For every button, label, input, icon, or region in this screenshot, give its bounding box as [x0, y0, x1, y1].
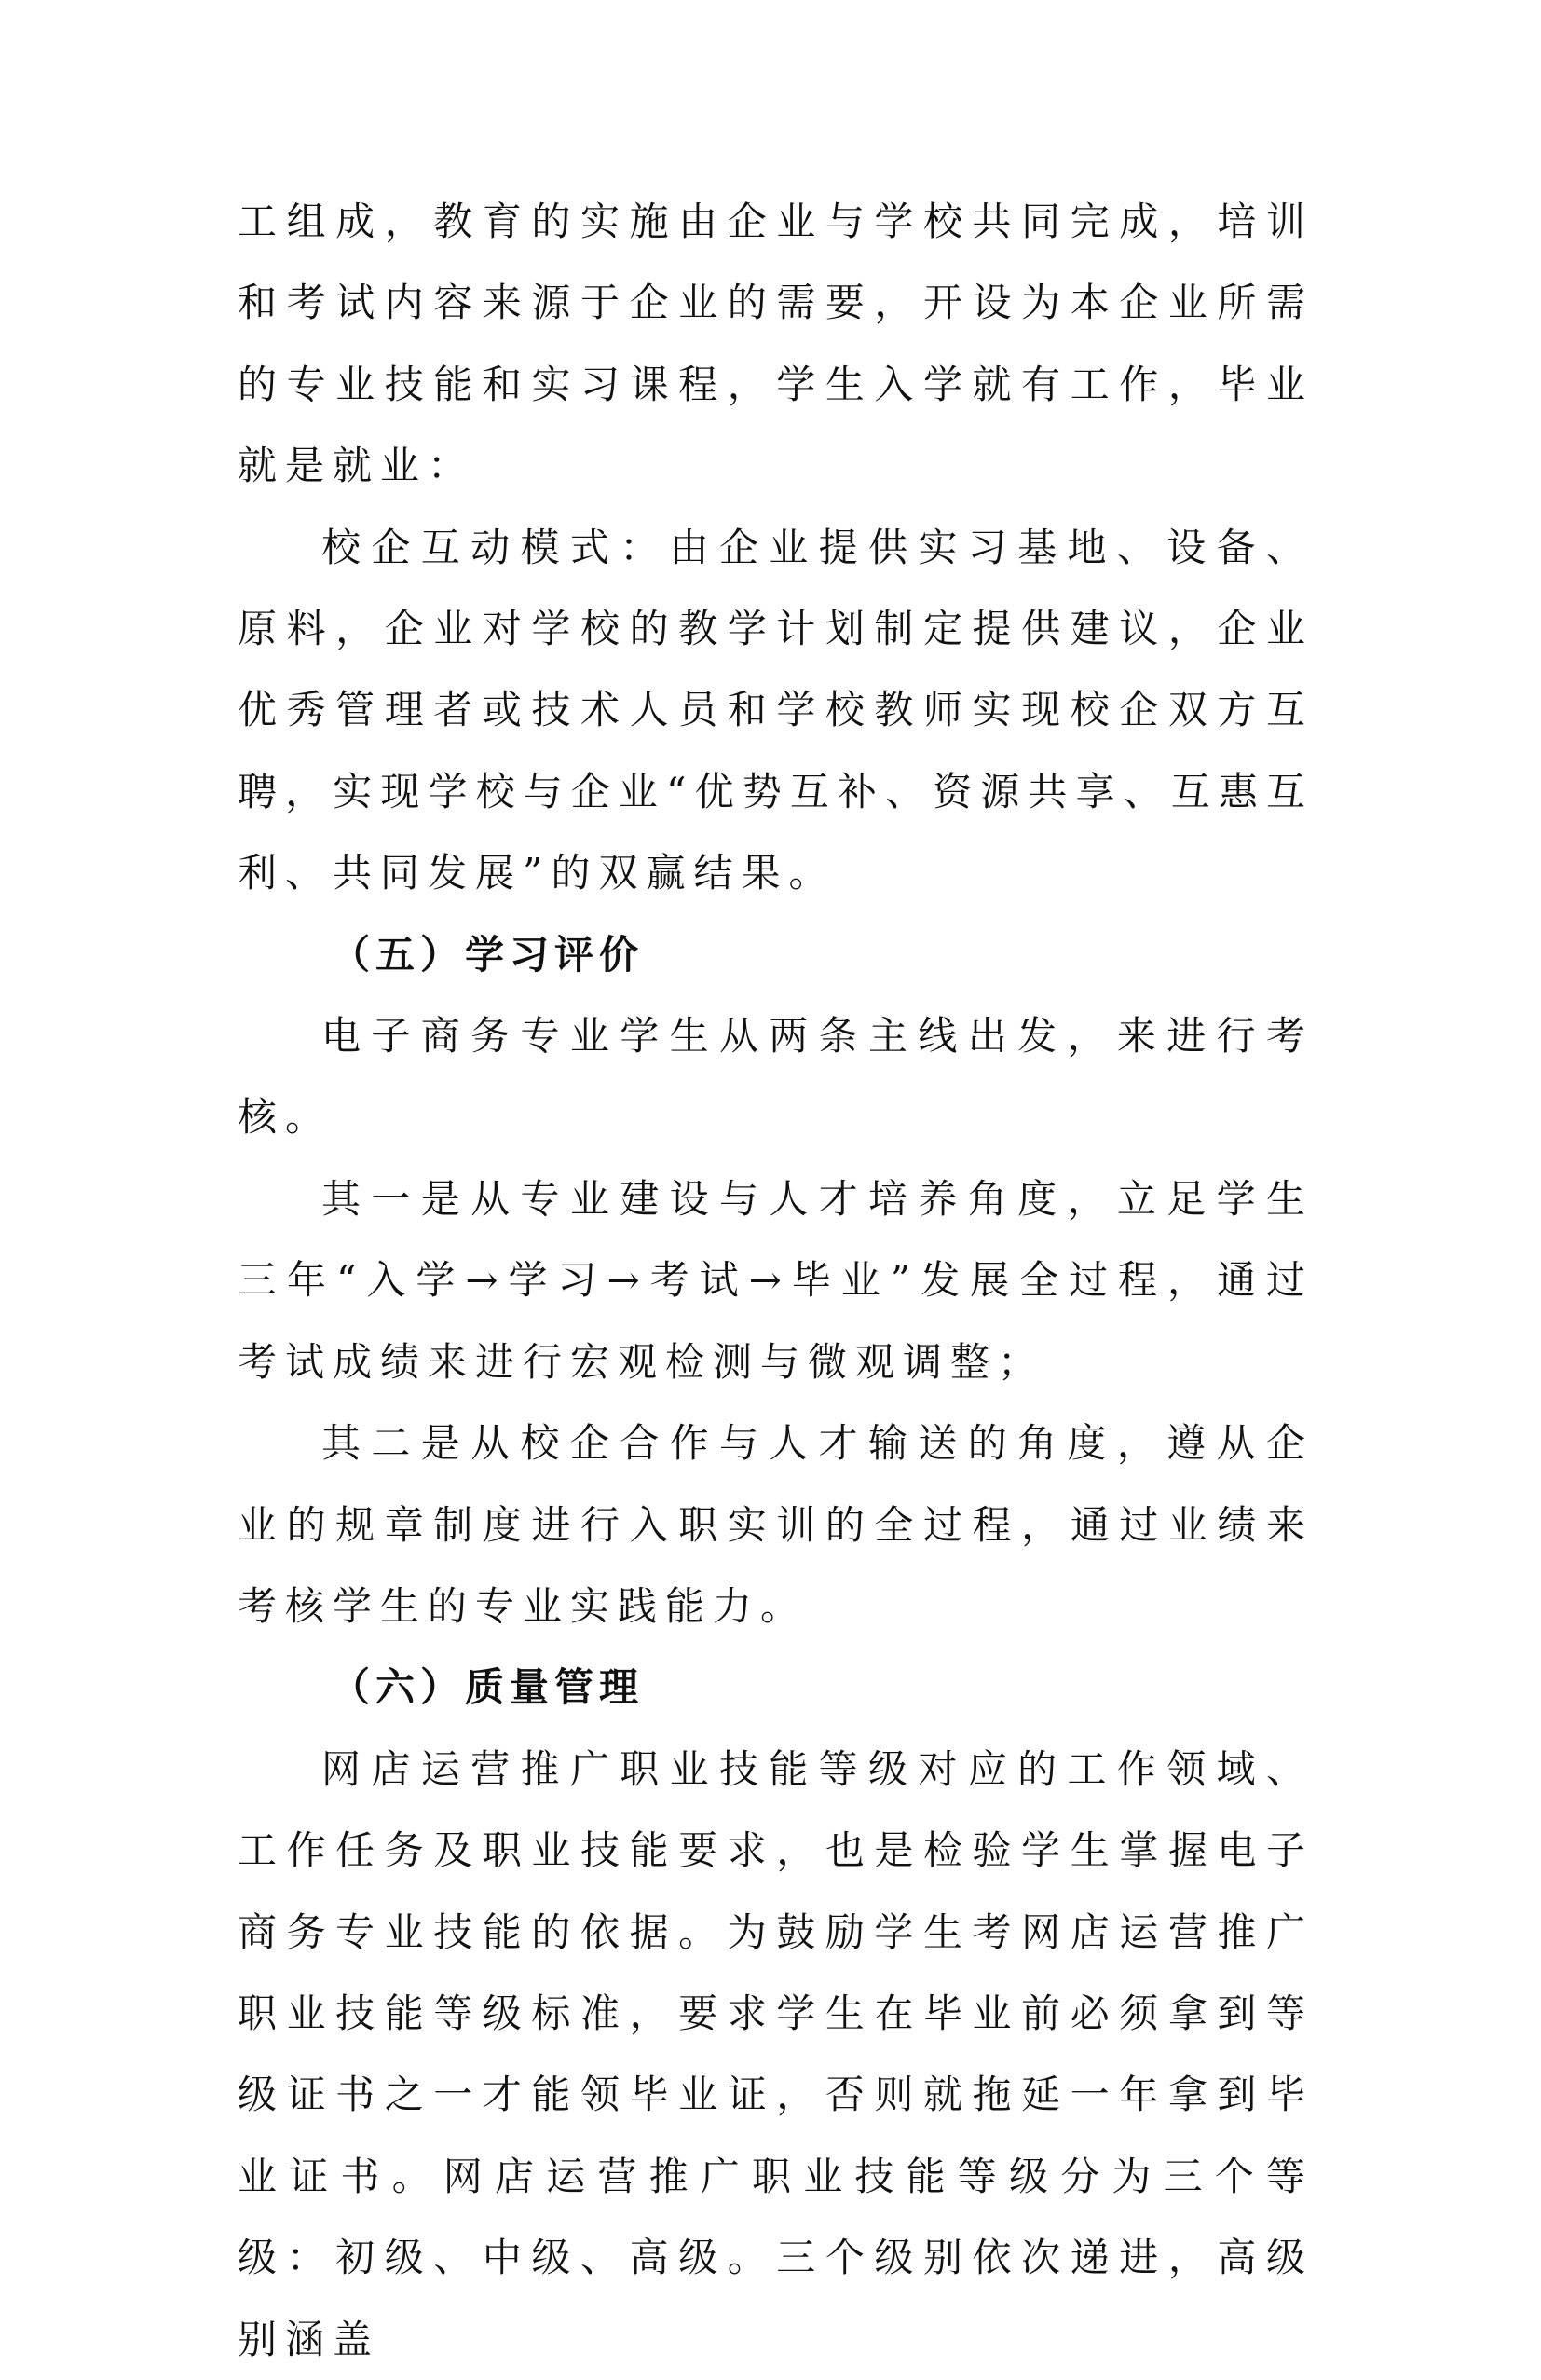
paragraph-school-enterprise-order: 工组成，教育的实施由企业与学校共同完成，培训和考试内容来源于企业的需要，开设为本企业所需的专业技能和实习课程，学生入学就有工作，毕业就是就业： — [238, 198, 1314, 489]
paragraph-quality-management: 网店运营推广职业技能等级对应的工作领域、工作任务及职业技能要求，也是检验学生掌握电子商务专业技能的依据。为鼓励学生考网店运营推广职业技能等级标准，要求学生在毕业前必须拿到等级证书之一才能领毕业证，否则就拖延一年拿到毕业证书。网店运营推广职业技能等级分为三个等级：初级、中级、高级。三个级别依次递进，高级别涵盖 — [238, 1745, 1314, 2362]
document-body — [238, 181, 1314, 2380]
section-heading-quality-management: （六）质量管理 — [331, 1664, 645, 1711]
paragraph-evaluation-intro: 电子商务专业学生从两条主线出发，来进行考核。 — [238, 1013, 1314, 1141]
section-heading-learning-evaluation: （五）学习评价 — [331, 931, 645, 978]
paragraph-interaction-mode: 校企互动模式：由企业提供实习基地、设备、原料，企业对学校的教学计划制定提供建议，企业优秀管理者或技术人员和学校教师实现校企双方互聘，实现学校与企业“优势互补、资源共享、互惠互利、共同发展”的双赢结果。 — [238, 524, 1314, 896]
paragraph-evaluation-second: 其二是从校企合作与人才输送的角度，遵从企业的规章制度进行入职实训的全过程，通过业绩来考核学生的专业实践能力。 — [238, 1420, 1314, 1629]
paragraph-evaluation-first: 其一是从专业建设与人才培养角度，立足学生三年“入学→学习→考试→毕业”发展全过程，通过考试成绩来进行宏观检测与微观调整； — [238, 1175, 1314, 1385]
